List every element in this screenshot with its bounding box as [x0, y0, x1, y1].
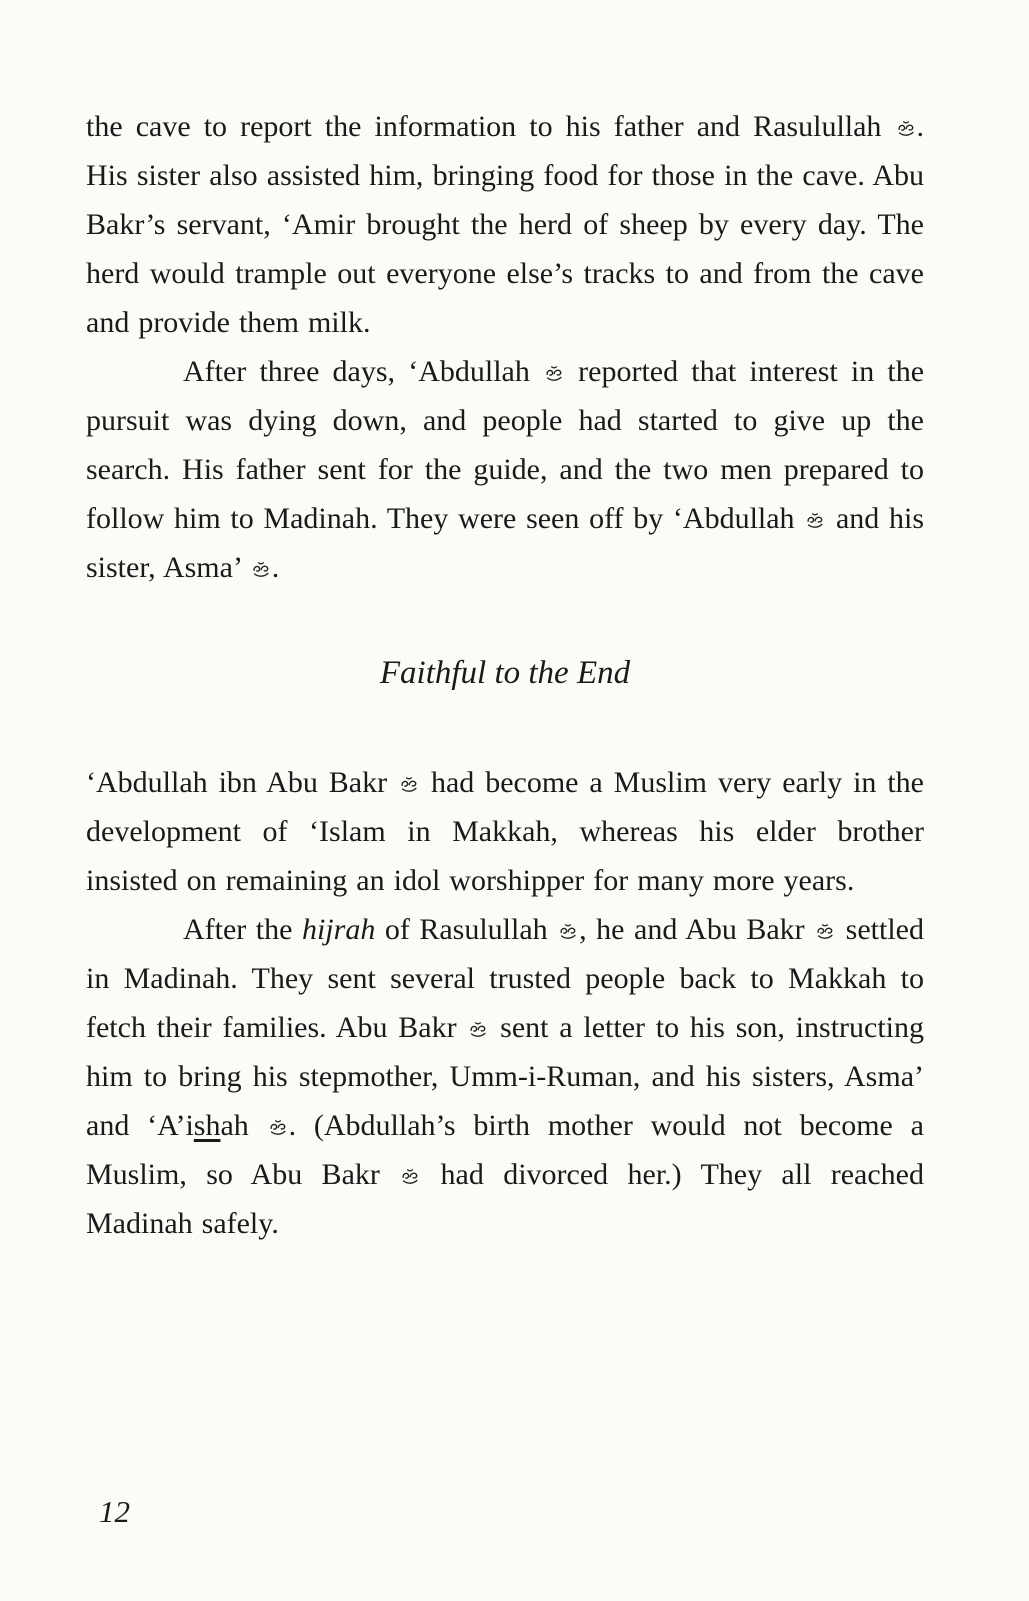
ra-symbol-icon — [267, 1117, 289, 1137]
paragraph — [86, 905, 924, 1248]
paragraph — [86, 758, 924, 905]
text-run: ‘Abdullah ibn Abu Bakr — [86, 766, 399, 799]
text-run: of Rasulullah — [375, 913, 558, 946]
ra-symbol-icon — [804, 510, 826, 530]
paragraph-group-bottom — [86, 758, 924, 1248]
text-run: sh — [193, 1109, 221, 1142]
text-run: After the — [183, 913, 302, 946]
text-run: ah — [220, 1109, 267, 1142]
text-run: hijrah — [301, 913, 376, 946]
text-run: and his sister, Asma’ — [86, 502, 924, 584]
pbuh-symbol-icon — [895, 118, 917, 138]
text-run: , he and Abu Bakr — [579, 913, 815, 946]
body-text — [86, 102, 924, 1248]
paragraph-group-top — [86, 102, 924, 592]
section-heading: Faithful to the End — [379, 655, 631, 691]
ra-symbol-icon — [399, 1166, 421, 1186]
text-run: After three days, ‘Abdullah — [183, 355, 544, 388]
ra-symbol-icon — [467, 1019, 489, 1039]
ra-symbol-icon — [814, 921, 836, 941]
ra-symbol-icon — [250, 559, 272, 579]
text-run: . His sister also assisted him, bringing food for those in the cave. Abu Bakr’s servant, ‘Amir brought the herd of sheep by every day. The herd would trample out everyone else’s tracks to and from the cave and provide them milk. — [86, 110, 924, 339]
paragraph — [86, 102, 924, 347]
text-run: . (Abdullah’s birth mother would not become a Muslim, so Abu Bakr — [86, 1109, 924, 1191]
ra-symbol-icon — [543, 363, 565, 383]
ra-symbol-icon — [398, 774, 420, 794]
text-run: . — [271, 551, 280, 584]
paragraph — [86, 347, 924, 592]
text-run: sent a letter to his son, instructing him to bring his stepmother, Umm-i-Ruman, and his sisters, Asma’ and ‘A’i — [86, 1011, 924, 1142]
text-run: reported that interest in the pursuit was dying down, and people had started to give up the search. His father sent for the guide, and the two men prepared to follow him to Madinah. They were seen off by ‘Abdullah — [86, 355, 925, 535]
pbuh-symbol-icon — [557, 921, 579, 941]
text-run: had divorced her.) They all reached Madinah safely. — [86, 1158, 925, 1240]
text-run: the cave to report the information to his father and Rasulullah — [86, 110, 895, 143]
text-run: had become a Muslim very early in the development of ‘Islam in Makkah, whereas his elder brother insisted on remaining an idol worshipper for many more years. — [86, 766, 924, 897]
text-run: settled in Madinah. They sent several trusted people back to Makkah to fetch their families. Abu Bakr — [86, 913, 924, 1044]
page-number: 12 — [99, 1494, 130, 1529]
